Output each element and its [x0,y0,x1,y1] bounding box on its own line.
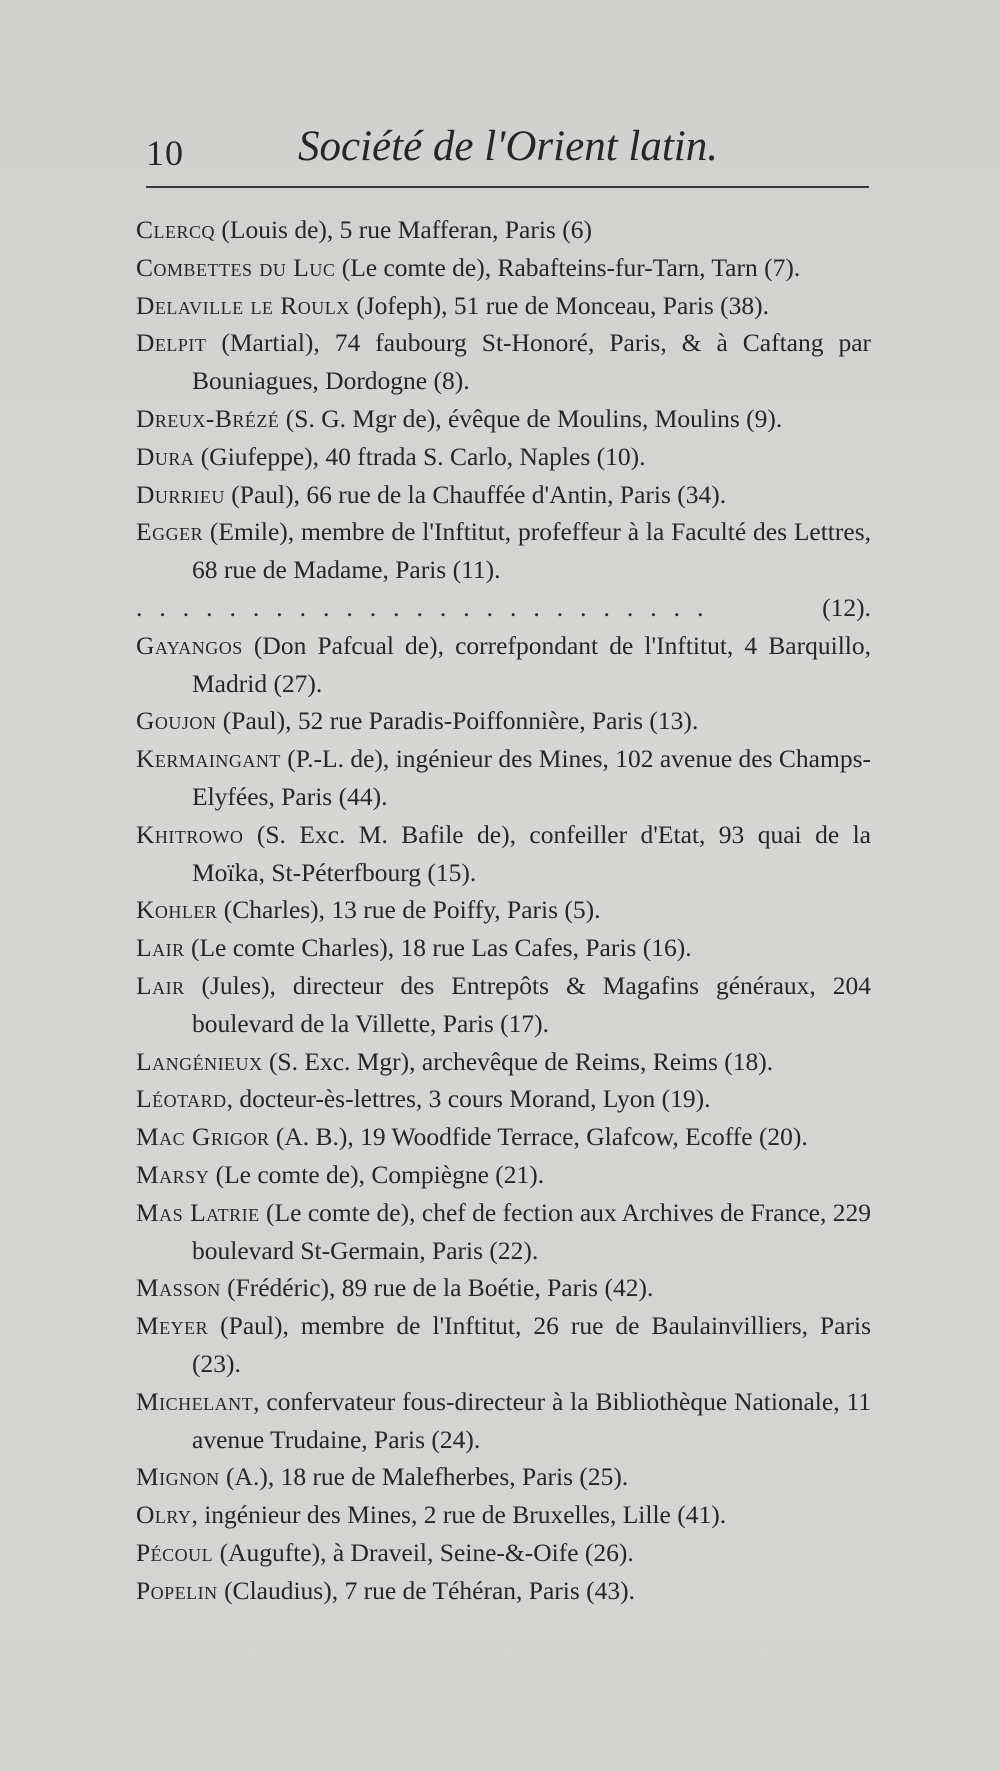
member-surname: Clercq [136,215,216,244]
member-surname: Gayangos [136,630,243,660]
member-surname: Marsy [136,1159,210,1189]
member-surname: Lair [136,933,185,963]
member-surname: Durrieu [136,479,225,509]
member-entry [136,891,871,929]
member-entry [136,324,871,400]
member-entry [136,967,871,1043]
member-details: (S. G. Mgr de), évêque de Moulins, Moulins (9). [279,403,783,433]
member-surname: Lair [136,970,185,1000]
member-entry [136,249,871,287]
member-surname: Pécoul [136,1537,214,1567]
member-surname: Khitrowo [136,819,244,849]
member-entry [136,1043,871,1081]
member-entry [136,513,871,589]
member-entry [136,1572,871,1610]
member-entry [136,1118,871,1156]
member-entry [136,1383,871,1459]
member-entry [136,1496,871,1534]
member-surname: Kermaingant [136,744,281,774]
member-entry [136,1458,871,1496]
member-details: (Charles), 13 rue de Poiffy, Paris (5). [217,895,601,925]
member-entry [136,1307,871,1383]
member-entry [136,1534,871,1572]
member-entry [136,1080,871,1118]
member-details: (Augufte), à Draveil, Seine-&-Oife (26). [213,1537,634,1567]
header-rule [146,186,869,188]
member-entry [136,287,871,325]
member-surname: Léotard [136,1084,227,1114]
member-entry [136,400,871,438]
page-number: 10 [146,133,184,173]
member-entry [136,627,871,703]
member-details: , docteur-ès-lettres, 3 cours Morand, Lyon (19). [226,1084,711,1114]
member-surname: Popelin [136,1575,218,1605]
elided-entry-number: (12). [822,592,871,622]
member-surname: Goujon [136,706,217,736]
member-details: (Le comte de), Compiègne (21). [209,1159,545,1189]
member-details: (P.-L. de), ingénieur des Mines, 102 avenue des Champs-Elyfées, Paris (44). [192,744,871,811]
member-surname: Egger [136,517,204,547]
member-entry [136,438,871,476]
member-details: (Emile), membre de l'Inftitut, profeffeur à la Faculté des Lettres, 68 rue de Madame, Paris (11). [192,517,871,585]
member-surname: Delpit [136,328,207,358]
member-entry [136,740,871,816]
member-entry [136,1194,871,1270]
member-details: (Don Pafcual de), correfpondant de l'Inftitut, 4 Barquillo, Madrid (27). [192,630,871,698]
member-details: (Martial), 74 faubourg St-Honoré, Paris, & à Caftang par Bouniagues, Dordogne (8). [192,328,871,396]
member-surname: Dreux-Brézé [136,403,280,433]
member-surname: Combettes du Luc [136,252,336,282]
member-details: (Le comte Charles), 18 rue Las Cafes, Paris (16). [184,933,692,963]
member-surname: Masson [136,1273,221,1303]
member-entry [136,1269,871,1307]
member-surname: Mignon [136,1462,220,1492]
member-details: (Paul), 66 rue de la Chauffée d'Antin, Paris (34). [224,479,727,509]
member-details: (Claudius), 7 rue de Téhéran, Paris (43). [217,1575,636,1605]
page-header [146,122,869,182]
member-surname: Langénieux [136,1046,263,1076]
member-surname: Olry [136,1500,192,1530]
member-details: (S. Exc. M. Bafile de), confeiller d'Etat, 93 quai de la Moïka, St-Péterfbourg (15). [192,819,871,887]
member-details: (A.), 18 rue de Malefherbes, Paris (25). [219,1462,629,1492]
member-entry [136,929,871,967]
member-details: , ingénieur des Mines, 2 rue de Bruxelles, Lille (41). [191,1500,727,1530]
member-surname: Meyer [136,1311,209,1341]
member-entry [136,476,871,514]
member-entry [136,816,871,892]
member-surname: Mas Latrie [136,1197,260,1227]
member-list [136,211,871,1609]
member-entry [136,211,871,249]
member-surname: Kohler [136,895,218,925]
member-entry [136,1156,871,1194]
member-details: , confervateur fous-directeur à la Bibliothèque Nationale, 11 avenue Trudaine, Paris (24). [192,1386,871,1454]
member-details: (Le comte de), Rabafteins-fur-Tarn, Tarn (7). [335,252,801,282]
member-details: (Paul), 52 rue Paradis-Poiffonnière, Paris (13). [216,706,699,736]
member-details: (Paul), membre de l'Inftitut, 26 rue de Baulainvilliers, Paris (23). [192,1311,871,1378]
member-surname: Delaville le Roulx [136,290,350,320]
member-entry [136,702,871,740]
member-details: (S. Exc. Mgr), archevêque de Reims, Reims (18). [262,1046,774,1076]
elided-entry [136,589,871,627]
member-details: (Giufeppe), 40 ftrada S. Carlo, Naples (10). [194,441,646,471]
member-surname: Michelant [136,1386,254,1416]
member-details: (Jules), directeur des Entrepôts & Magafins généraux, 204 boulevard de la Villette, Paris (17). [184,970,871,1038]
member-surname: Dura [136,441,195,471]
member-details: (Le comte de), chef de fection aux Archives de France, 229 boulevard St-Germain, Paris (22). [192,1197,871,1265]
running-title: Société de l'Orient latin. [298,123,718,170]
member-details: (Frédéric), 89 rue de la Boétie, Paris (42). [220,1273,654,1303]
member-details: (Louis de), 5 rue Mafferan, Paris (6) [215,215,592,244]
member-details: (Jofeph), 51 rue de Monceau, Paris (38). [349,290,770,320]
member-surname: Mac Grigor [136,1122,270,1152]
member-details: (A. B.), 19 Woodfide Terrace, Glafcow, Ecoffe (20). [269,1122,808,1152]
elision-dots: ......................... [136,592,721,622]
